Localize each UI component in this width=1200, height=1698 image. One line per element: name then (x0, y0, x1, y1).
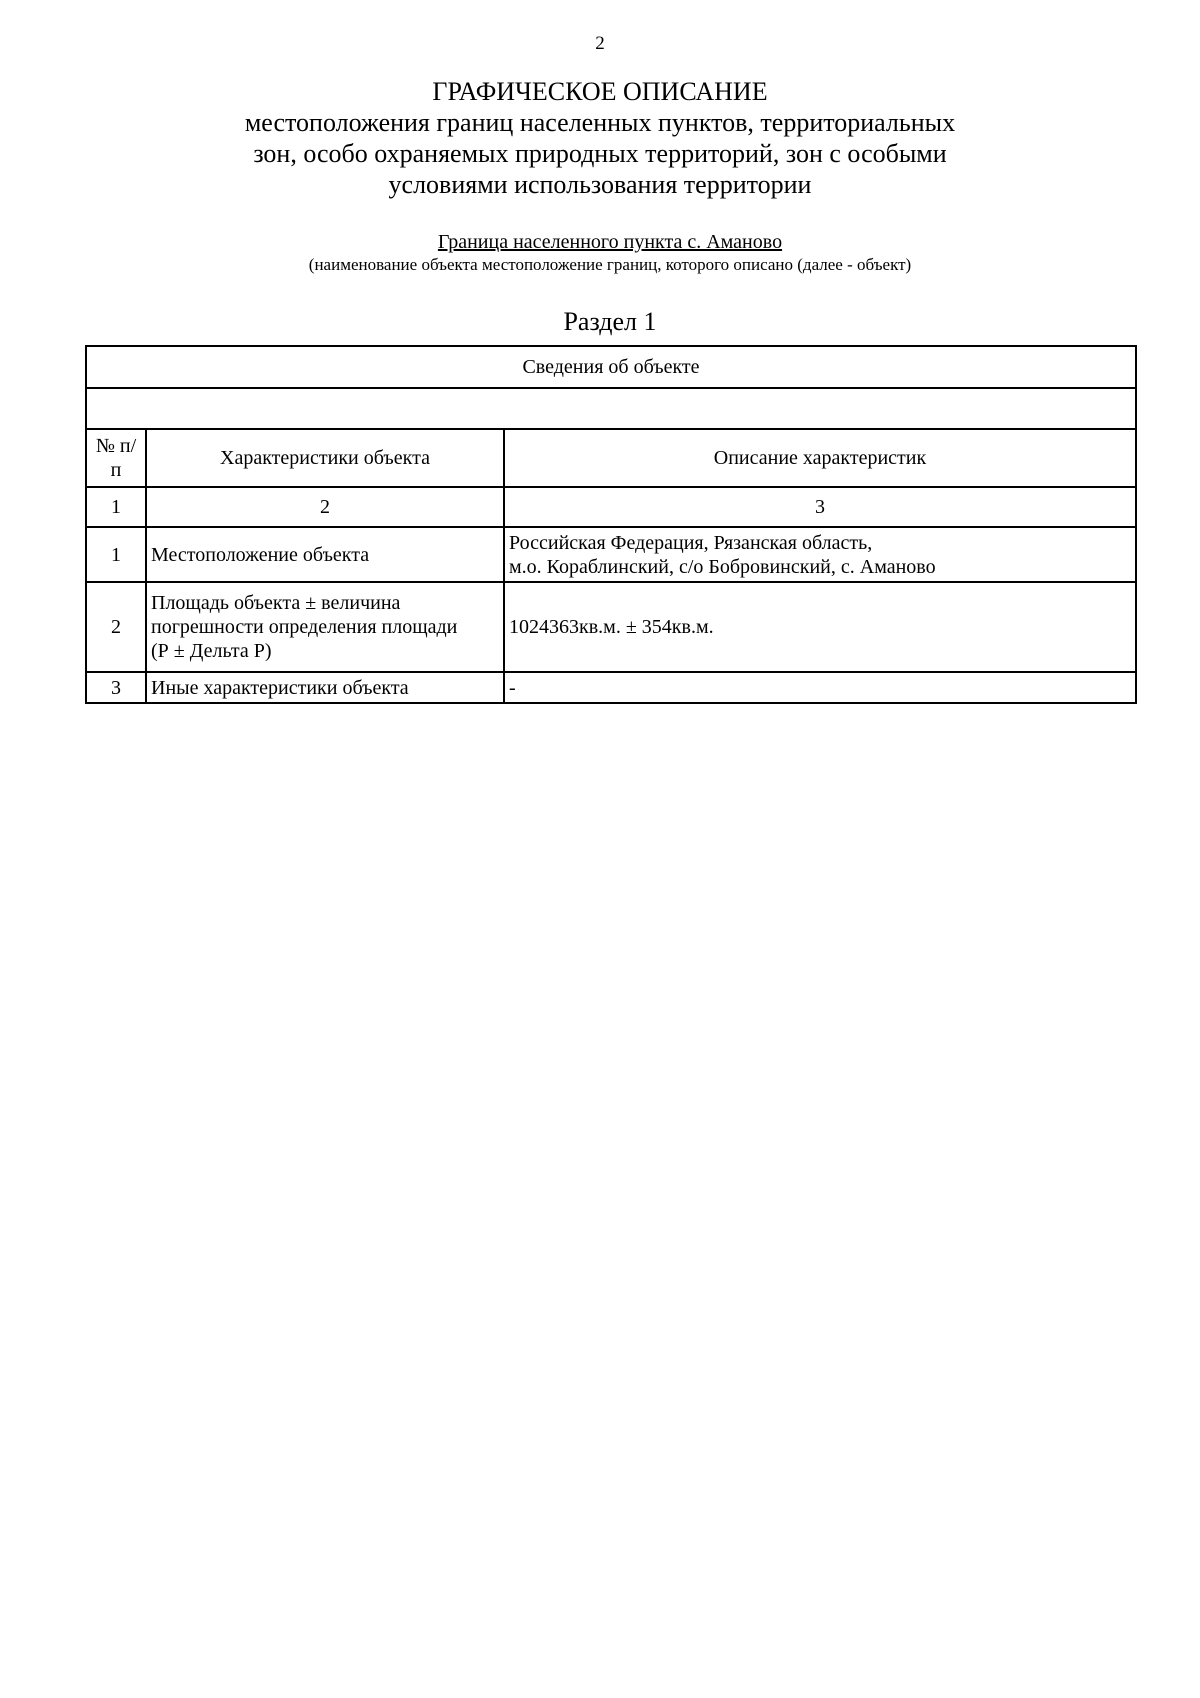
row-description-line: Российская Федерация, Рязанская область, (509, 531, 873, 554)
document-subtitle-line-2: зон, особо охраняемых природных территорий, зон с особыми (253, 139, 947, 168)
table-row (86, 527, 1136, 582)
row-number: 3 (86, 672, 146, 703)
object-info-table (85, 345, 1137, 704)
row-characteristic: Иные характеристики объекта (146, 672, 504, 703)
page-number: 2 (595, 33, 605, 54)
row-description (504, 527, 1136, 582)
object-name: Граница населенного пункта с. Аманово (437, 231, 783, 253)
table-title: Сведения об объекте (86, 346, 1136, 388)
row-characteristic-line: Площадь объекта ± величина (151, 592, 401, 614)
column-number-2: 2 (146, 487, 504, 527)
table-empty-row (86, 388, 1136, 429)
column-number-1: 1 (86, 487, 146, 527)
section-title: Раздел 1 (563, 307, 657, 336)
table-header-row (86, 429, 1136, 487)
row-characteristic (146, 582, 504, 672)
row-number: 2 (86, 582, 146, 672)
document-title-block (100, 76, 1100, 200)
object-name-caption: (наименование объекта местоположение границ, которого описано (далее - объект) (308, 255, 912, 274)
table-empty-cell (86, 388, 1136, 429)
header-num: № п/п (86, 429, 146, 487)
row-characteristic: Местоположение объекта (146, 527, 504, 582)
document-subtitle-line-1: местоположения границ населенных пунктов, территориальных (244, 108, 956, 137)
document-subtitle-line-3: условиями использования территории (388, 170, 812, 199)
table-row (86, 582, 1136, 672)
row-characteristic-line: погрешности определения площади (151, 616, 458, 638)
table-row (86, 672, 1136, 703)
row-characteristic-line: (Р ± Дельта Р) (151, 640, 272, 662)
column-number-3: 3 (504, 487, 1136, 527)
document-title: ГРАФИЧЕСКОЕ ОПИСАНИЕ (432, 77, 768, 106)
row-description-line: м.о. Кораблинский, с/о Бобровинский, с. Аманово (509, 555, 936, 578)
object-name-block (100, 230, 1120, 276)
table-title-row (86, 346, 1136, 388)
row-description: 1024363кв.м. ± 354кв.м. (504, 582, 1136, 672)
header-description: Описание характеристик (504, 429, 1136, 487)
header-characteristic: Характеристики объекта (146, 429, 504, 487)
row-number: 1 (86, 527, 146, 582)
row-description: - (504, 672, 1136, 703)
table-column-numbers-row (86, 487, 1136, 527)
